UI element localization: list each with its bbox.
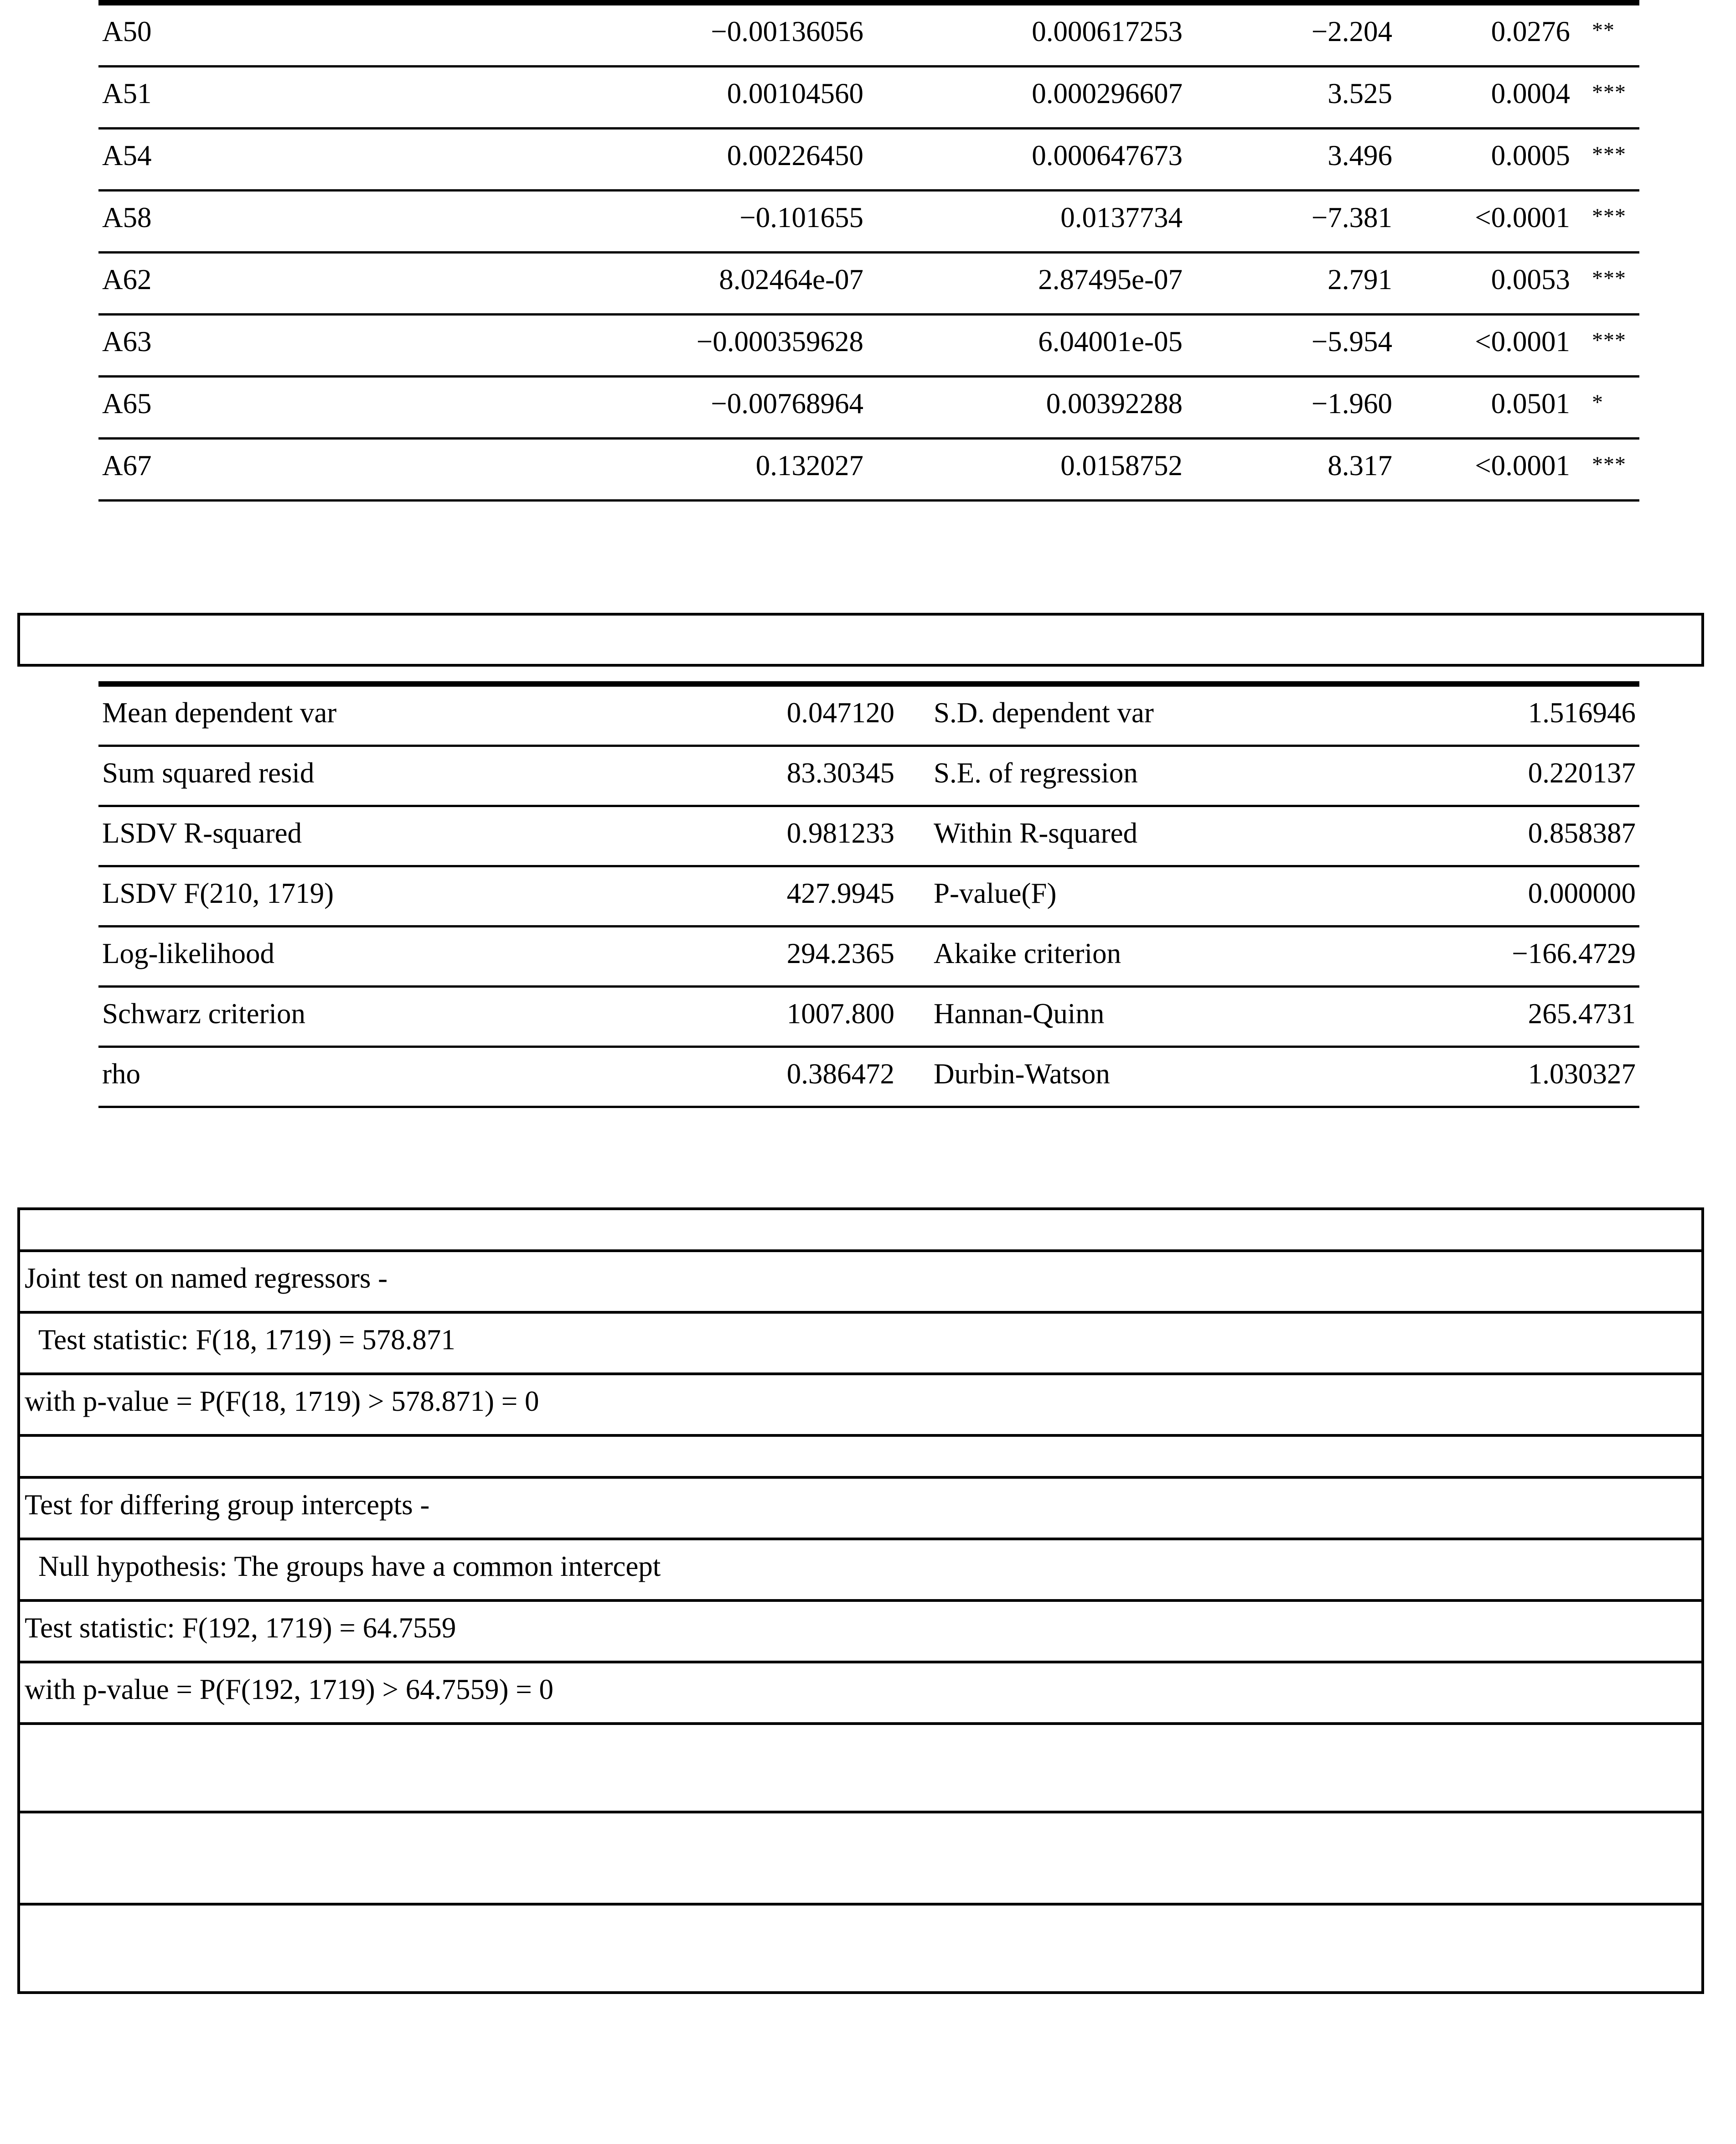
significance-stars: ***	[1592, 266, 1626, 290]
table-row	[98, 129, 1639, 191]
cell-t-ratio: 3.525	[1188, 67, 1398, 129]
test-line-text: with p-value = P(F(18, 1719) > 578.871) = 0	[25, 1385, 539, 1417]
stats-row	[98, 927, 1639, 987]
cell-p-value: 0.0005	[1398, 129, 1576, 191]
cell-significance	[1576, 5, 1639, 67]
test-line	[20, 1602, 1701, 1663]
test-blank-row	[20, 1813, 1701, 1906]
cell-coefficient: −0.000359628	[522, 315, 869, 377]
significance-stars: ***	[1592, 80, 1626, 104]
cell-variable: A50	[98, 5, 522, 67]
cell-p-value: <0.0001	[1398, 315, 1576, 377]
cell-coefficient: 8.02464e-07	[522, 253, 869, 315]
cell-significance	[1576, 67, 1639, 129]
diagnostic-tests-block	[17, 1207, 1704, 1994]
test-line	[20, 1375, 1701, 1437]
cell-t-ratio: −7.381	[1188, 191, 1398, 253]
stat-label-right: Within R-squared	[901, 806, 1389, 866]
table-bottom-rule	[98, 501, 1639, 502]
cell-p-value: <0.0001	[1398, 439, 1576, 501]
cell-std-error: 2.87495e-07	[869, 253, 1188, 315]
cell-p-value: 0.0053	[1398, 253, 1576, 315]
cell-std-error: 0.00392288	[869, 377, 1188, 439]
cell-p-value: <0.0001	[1398, 191, 1576, 253]
significance-stars: ***	[1592, 204, 1626, 228]
test-line	[20, 1252, 1701, 1314]
cell-significance	[1576, 253, 1639, 315]
significance-stars: ***	[1592, 142, 1626, 166]
coefficient-table	[98, 0, 1639, 502]
cell-significance	[1576, 191, 1639, 253]
stat-label-right: S.E. of regression	[901, 746, 1389, 806]
stat-value-right: 0.858387	[1389, 806, 1639, 866]
significance-stars: **	[1592, 18, 1615, 42]
cell-std-error: 0.000617253	[869, 5, 1188, 67]
cell-significance	[1576, 315, 1639, 377]
stat-label-left: rho	[98, 1047, 582, 1107]
cell-variable: A63	[98, 315, 522, 377]
cell-t-ratio: −2.204	[1188, 5, 1398, 67]
test-line	[20, 1479, 1701, 1540]
table-row	[98, 377, 1639, 439]
table-row	[98, 253, 1639, 315]
test-line-text: Test statistic: F(18, 1719) = 578.871	[38, 1324, 455, 1356]
stat-value-left: 0.386472	[582, 1047, 901, 1107]
cell-coefficient: 0.00226450	[522, 129, 869, 191]
significance-stars: ***	[1592, 328, 1626, 352]
cell-t-ratio: 2.791	[1188, 253, 1398, 315]
cell-variable: A65	[98, 377, 522, 439]
cell-variable: A58	[98, 191, 522, 253]
test-blank-row	[20, 1906, 1701, 1994]
stat-value-left: 83.30345	[582, 746, 901, 806]
stat-value-right: 0.220137	[1389, 746, 1639, 806]
stat-label-right: P-value(F)	[901, 866, 1389, 927]
cell-coefficient: 0.132027	[522, 439, 869, 501]
cell-t-ratio: −5.954	[1188, 315, 1398, 377]
stat-label-left: LSDV F(210, 1719)	[98, 866, 582, 927]
cell-variable: A54	[98, 129, 522, 191]
cell-significance	[1576, 129, 1639, 191]
stat-value-left: 294.2365	[582, 927, 901, 987]
stat-value-right: 265.4731	[1389, 987, 1639, 1047]
coefficient-table-container	[98, 0, 1639, 502]
table-row	[98, 67, 1639, 129]
cell-p-value: 0.0004	[1398, 67, 1576, 129]
stat-label-left: LSDV R-squared	[98, 806, 582, 866]
cell-std-error: 0.0158752	[869, 439, 1188, 501]
test-line-text: Null hypothesis: The groups have a common intercept	[38, 1550, 661, 1582]
stat-label-left: Mean dependent var	[98, 686, 582, 746]
stat-value-left: 427.9945	[582, 866, 901, 927]
stat-value-right: 1.030327	[1389, 1047, 1639, 1107]
cell-significance	[1576, 439, 1639, 501]
stat-value-right: 1.516946	[1389, 686, 1639, 746]
table-row	[98, 439, 1639, 501]
stats-row	[98, 686, 1639, 746]
stat-value-left: 1007.800	[582, 987, 901, 1047]
empty-spacer-box	[17, 613, 1704, 667]
test-line	[20, 1314, 1701, 1375]
cell-t-ratio: −1.960	[1188, 377, 1398, 439]
stat-value-right: 0.000000	[1389, 866, 1639, 927]
stat-label-right: S.D. dependent var	[901, 686, 1389, 746]
cell-t-ratio: 3.496	[1188, 129, 1398, 191]
test-line	[20, 1540, 1701, 1602]
cell-std-error: 0.000296607	[869, 67, 1188, 129]
stat-label-right: Durbin-Watson	[901, 1047, 1389, 1107]
summary-statistics-container	[98, 681, 1639, 1108]
cell-variable: A67	[98, 439, 522, 501]
cell-coefficient: −0.101655	[522, 191, 869, 253]
table-row	[98, 191, 1639, 253]
stat-label-right: Akaike criterion	[901, 927, 1389, 987]
cell-p-value: 0.0501	[1398, 377, 1576, 439]
cell-t-ratio: 8.317	[1188, 439, 1398, 501]
stat-value-left: 0.981233	[582, 806, 901, 866]
stats-row	[98, 987, 1639, 1047]
test-line-text: with p-value = P(F(192, 1719) > 64.7559) = 0	[25, 1673, 553, 1705]
stats-row	[98, 866, 1639, 927]
test-line-text: Test statistic: F(192, 1719) = 64.7559	[25, 1612, 456, 1644]
stat-label-left: Schwarz criterion	[98, 987, 582, 1047]
table-row	[98, 5, 1639, 67]
cell-coefficient: −0.00136056	[522, 5, 869, 67]
table-row	[98, 315, 1639, 377]
test-line	[20, 1663, 1701, 1725]
stat-label-right: Hannan-Quinn	[901, 987, 1389, 1047]
stat-value-right: −166.4729	[1389, 927, 1639, 987]
cell-coefficient: 0.00104560	[522, 67, 869, 129]
summary-statistics-table	[98, 681, 1639, 1108]
cell-significance	[1576, 377, 1639, 439]
test-line-text: Test for differing group intercepts -	[25, 1489, 430, 1521]
significance-stars: *	[1592, 390, 1603, 414]
cell-std-error: 6.04001e-05	[869, 315, 1188, 377]
stats-row	[98, 1047, 1639, 1107]
test-blank-row	[20, 1210, 1701, 1252]
cell-std-error: 0.0137734	[869, 191, 1188, 253]
cell-variable: A51	[98, 67, 522, 129]
stat-label-left: Log-likelihood	[98, 927, 582, 987]
stat-label-left: Sum squared resid	[98, 746, 582, 806]
stats-row	[98, 806, 1639, 866]
cell-variable: A62	[98, 253, 522, 315]
stat-value-left: 0.047120	[582, 686, 901, 746]
cell-coefficient: −0.00768964	[522, 377, 869, 439]
test-blank-row	[20, 1437, 1701, 1479]
cell-p-value: 0.0276	[1398, 5, 1576, 67]
significance-stars: ***	[1592, 452, 1626, 476]
stats-row	[98, 746, 1639, 806]
cell-std-error: 0.000647673	[869, 129, 1188, 191]
test-blank-row	[20, 1725, 1701, 1813]
test-line-text: Joint test on named regressors -	[25, 1262, 388, 1294]
stats-bottom-rule	[98, 1107, 1639, 1108]
